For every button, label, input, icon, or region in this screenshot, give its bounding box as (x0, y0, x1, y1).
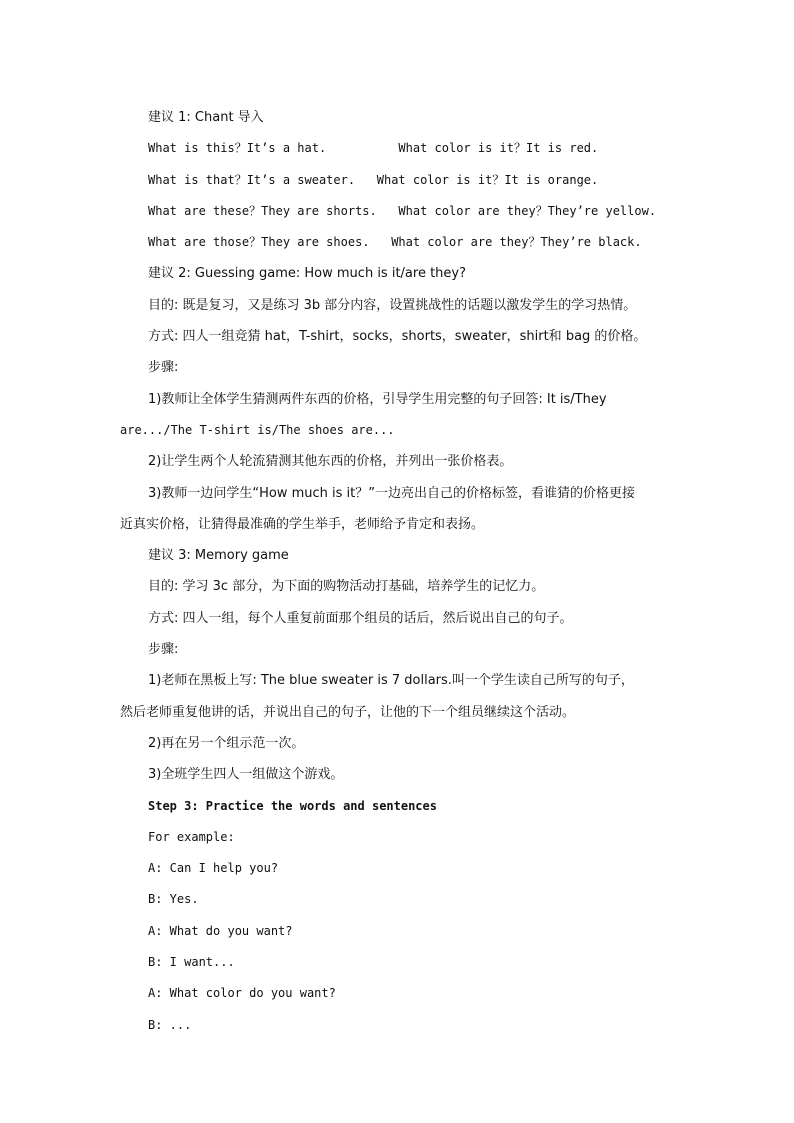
suggestion-2-heading: 建议 2: Guessing game: How much is it/are they? (148, 266, 467, 282)
dialogue-line-2: B: Yes. (148, 892, 199, 907)
suggestion-3-steps-label: 步骤: (148, 642, 179, 658)
suggestion-2-step-1a: 1)教师让全体学生猜测两件东西的价格，引导学生用完整的句子回答: It is/They (148, 391, 607, 407)
suggestion-3-heading: 建议 3: Memory game (148, 548, 289, 564)
document-body (120, 102, 680, 1041)
suggestion-1-heading: 建议 1: Chant 导入 (148, 110, 264, 125)
suggestion-3-purpose: 目的: 学习 3c 部分，为下面的购物活动打基础，培养学生的记忆力。 (148, 579, 545, 595)
example-label: For example: (148, 829, 235, 844)
suggestion-2-step-2: 2)让学生两个人轮流猜测其他东西的价格，并列出一张价格表。 (148, 454, 513, 470)
chant-line-4: What are those？They are shoes. What color are they？They’re black. (148, 235, 642, 250)
suggestion-3-step-1b: 然后老师重复他讲的话，并说出自己的句子，让他的下一个组员继续这个活动。 (120, 704, 576, 720)
suggestion-3-step-1a: 1)老师在黑板上写: The blue sweater is 7 dollars.叫一个学生读自己所写的句子， (148, 673, 634, 689)
chant-line-1: What is this？It’s a hat. What color is it？It is red. (148, 141, 599, 156)
suggestion-3-step-2: 2)再在另一个组示范一次。 (148, 735, 305, 751)
chant-line-3: What are these？They are shorts. What color are they？They’re yellow. (148, 203, 657, 218)
dialogue-line-4: B: I want... (148, 955, 235, 970)
chant-line-2: What is that？It’s a sweater. What color is it？It is orange. (148, 172, 599, 187)
suggestion-3-method: 方式: 四人一组，每个人重复前面那个组员的话后，然后说出自己的句子。 (148, 610, 573, 626)
suggestion-2-steps-label: 步骤: (148, 360, 179, 376)
suggestion-2-step-3b: 近真实价格，让猜得最准确的学生举手，老师给予肯定和表扬。 (120, 516, 485, 532)
dialogue-line-1: A: Can I help you? (148, 861, 279, 876)
suggestion-2-step-1b: are.../The T-shirt is/The shoes are... (120, 422, 395, 437)
dialogue-line-6: B: ... (148, 1017, 192, 1032)
step-3-heading: Step 3: Practice the words and sentences (148, 798, 437, 813)
suggestion-2-method: 方式: 四人一组竞猜 hat，T-shirt，socks，shorts，sweater，shirt和 bag 的价格。 (148, 329, 647, 345)
suggestion-2-purpose: 目的: 既是复习，又是练习 3b 部分内容，设置挑战性的话题以激发学生的学习热情。 (148, 297, 637, 313)
suggestion-3-step-3: 3)全班学生四人一组做这个游戏。 (148, 767, 344, 783)
dialogue-line-5: A: What color do you want? (148, 986, 336, 1001)
suggestion-2-step-3a: 3)教师一边问学生“How much is it？”一边亮出自己的价格标签，看谁猜的价格更接 (148, 485, 635, 501)
dialogue-line-3: A: What do you want? (148, 923, 293, 938)
